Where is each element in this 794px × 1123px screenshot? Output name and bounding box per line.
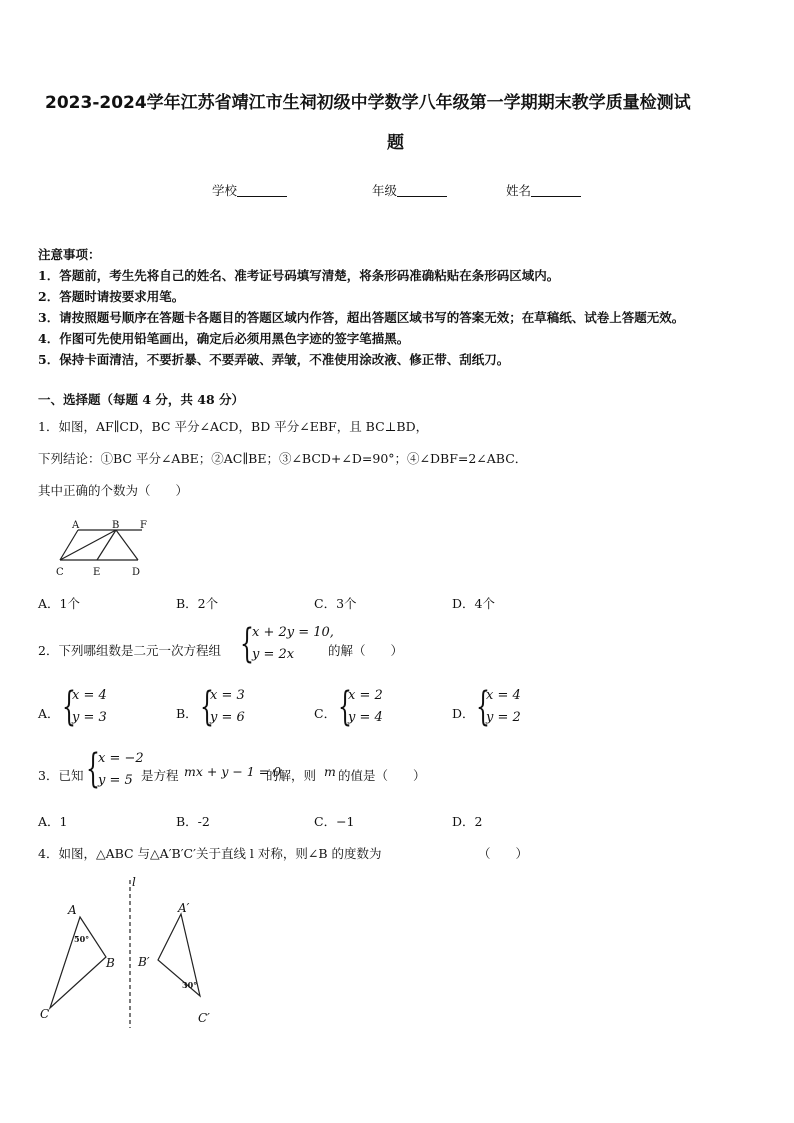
q2-option-d-system [486, 685, 521, 729]
q4-label-l: l [132, 875, 136, 889]
grade-blank [397, 184, 447, 197]
q2-option-c-letter: C． [314, 706, 337, 721]
school-field [212, 181, 287, 199]
grade-field [372, 181, 447, 199]
note-item-1: 1．答题前，考生先将自己的姓名、准考证号码填写清楚，将条形码准确粘贴在条形码区域内。 [38, 268, 560, 283]
q3-option-d: D．2 [452, 814, 483, 829]
q4-text: 4．如图，△ABC 与△A′B′C′关于直线 l 对称，则∠B 的度数为 [38, 846, 382, 861]
name-blank [531, 184, 581, 197]
q4-figure [36, 872, 226, 1032]
q3-suffix: 的解，则 [266, 768, 317, 783]
note-item-3: 3．请按照题号顺序在答题卡各题目的答题区域内作答，超出答题区域书写的答案无效；在草稿纸、试卷上答题无效。 [38, 310, 685, 325]
notes-heading: 注意事项： [38, 247, 101, 262]
note-item-4: 4．作图可先使用铅笔画出，确定后必须用黑色字迹的签字笔描黑。 [38, 331, 410, 346]
q2-option-a-brace: { [62, 684, 76, 730]
q1-label-b: B [112, 520, 120, 531]
q2-eq1: x + 2y = 10, [252, 625, 334, 640]
q4-label-a2: A′ [178, 901, 190, 915]
triangle-abc [50, 917, 106, 1008]
q2-option-a-eq1: x = 4 [72, 688, 107, 703]
q2-system [252, 622, 334, 666]
q4-label-c2: C′ [198, 1011, 210, 1025]
q2-option-b-eq1: x = 3 [210, 688, 245, 703]
q1-line3: 其中正确的个数为（ ） [38, 483, 189, 498]
q1-line2: 下列结论：①BC 平分∠ABE；②AC∥BE；③∠BCD+∠D=90°；④∠DBF=2∠ABC． [38, 451, 528, 466]
name-field [506, 181, 581, 199]
q3-prefix: 3．已知 [38, 768, 84, 783]
q3-eq2: y = 5 [98, 773, 133, 788]
q1-figure [50, 515, 160, 581]
q1-line1: 1．如图，AF∥CD，BC 平分∠ACD，BD 平分∠EBF，且 BC⊥BD， [38, 419, 429, 434]
q3-option-b: B．-2 [176, 814, 210, 829]
q2-option-c-brace: { [338, 684, 352, 730]
q4-angle-30: 30° [182, 980, 198, 990]
segment-bd [116, 530, 138, 560]
section-heading: 一、选择题（每题 4 分，共 48 分） [38, 392, 245, 407]
q3-option-a: A．1 [38, 814, 68, 829]
q2-option-d-brace: { [476, 684, 490, 730]
q1-label-a: A [72, 520, 80, 531]
name-label: 姓名 [506, 183, 532, 198]
q3-var: m [324, 764, 336, 779]
document-title-line2: 题 [387, 133, 404, 153]
q2-suffix: 的解（ ） [328, 643, 404, 658]
q1-label-f: F [140, 520, 147, 531]
q3-system [98, 748, 144, 792]
q2-option-a-eq2: y = 3 [72, 710, 107, 725]
q1-label-d: D [132, 567, 141, 578]
q2-option-a-system [72, 685, 107, 729]
q2-option-b-eq2: y = 6 [210, 710, 245, 725]
school-blank [237, 184, 287, 197]
note-item-5: 5．保持卡面清洁，不要折暴、不要弄破、弄皱，不准使用涂改液、修正带、刮纸刀。 [38, 352, 510, 367]
q1-option-a: A．1个 [38, 596, 80, 611]
q4-angle-50: 50° [74, 934, 90, 944]
q3-option-c: C．−1 [314, 814, 355, 829]
note-item-2: 2．答题时请按要求用笔。 [38, 289, 185, 304]
q4-paren: （ ） [478, 846, 529, 861]
q3-equation: mx + y − 1 = 0 [184, 764, 282, 779]
q2-prefix: 2．下列哪组数是二元一次方程组 [38, 643, 221, 658]
q1-label-c: C [56, 567, 64, 578]
q1-label-e: E [93, 567, 101, 578]
q2-option-c-system [348, 685, 383, 729]
q1-option-d: D．4个 [452, 596, 495, 611]
q3-mid: 是方程 [141, 768, 179, 783]
school-label: 学校 [212, 183, 238, 198]
document-title-line1: 2023-2024学年江苏省靖江市生祠初级中学数学八年级第一学期期末教学质量检测试 [45, 93, 691, 113]
q3-eq1: x = −2 [98, 751, 144, 766]
q3-brace: { [86, 746, 100, 792]
q4-label-c: C [40, 1007, 50, 1021]
q2-option-a-letter: A． [38, 706, 60, 721]
q4-label-a: A [68, 903, 77, 917]
q2-eq2: y = 2x [252, 647, 295, 662]
grade-label: 年级 [372, 183, 398, 198]
q2-option-d-letter: D． [452, 706, 475, 721]
q2-option-b-letter: B． [176, 706, 198, 721]
q2-option-c-eq2: y = 4 [348, 710, 383, 725]
q2-option-b-brace: { [200, 684, 214, 730]
q2-brace: { [240, 621, 254, 667]
q1-option-c: C．3个 [314, 596, 357, 611]
q1-option-b: B．2个 [176, 596, 219, 611]
q3-end: 的值是（ ） [338, 768, 426, 783]
q2-option-c-eq1: x = 2 [348, 688, 383, 703]
q4-label-b2: B′ [138, 955, 150, 969]
q2-option-b-system [210, 685, 245, 729]
q2-option-d-eq1: x = 4 [486, 688, 521, 703]
q4-label-b: B [106, 956, 115, 970]
q2-option-d-eq2: y = 2 [486, 710, 521, 725]
